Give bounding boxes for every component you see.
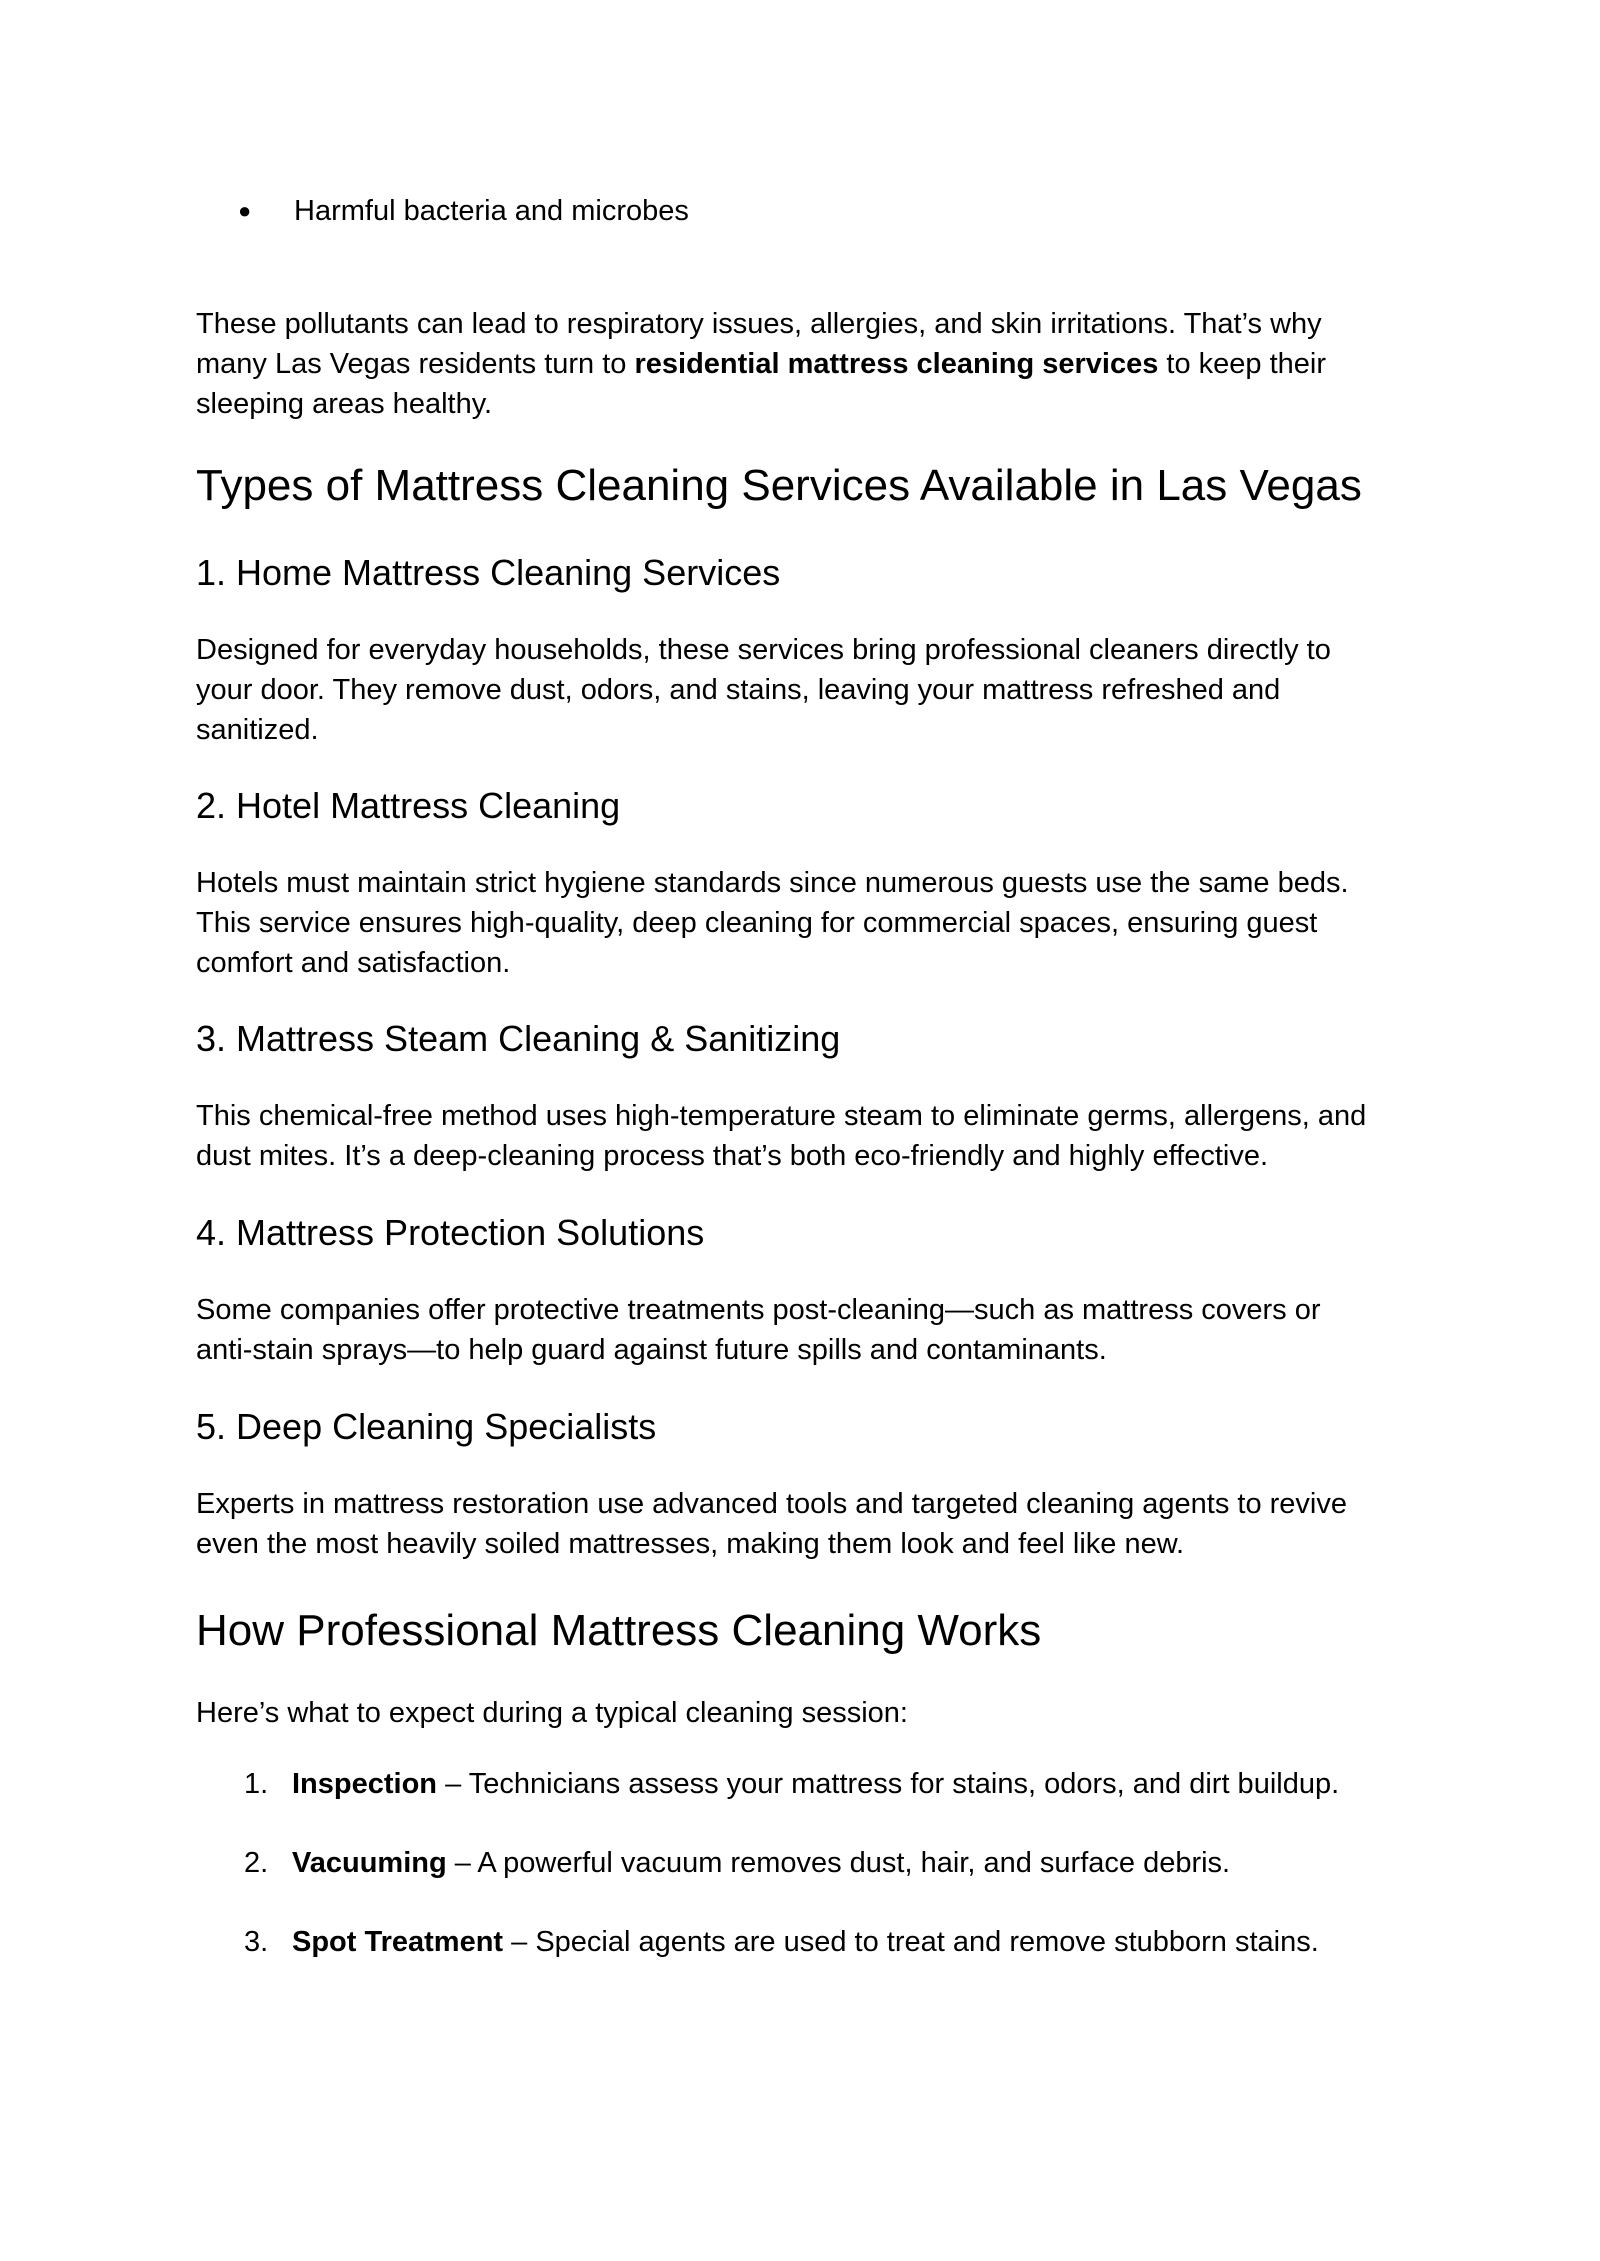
paragraph-line: Here’s what to expect during a typical cleaning session: <box>196 1697 908 1729</box>
paragraph-line: Some companies offer protective treatments post-cleaning—such as mattress covers or <box>196 1294 1321 1326</box>
subheading-deep-cleaning: 5. Deep Cleaning Specialists <box>196 1406 657 1447</box>
paragraph-line: Experts in mattress restoration use advanced tools and targeted cleaning agents to revive <box>196 1488 1347 1520</box>
section2-intro <box>196 1693 1426 1733</box>
section-heading-types: Types of Mattress Cleaning Services Available in Las Vegas <box>196 461 1362 510</box>
intro-line-2-text: many Las Vegas residents turn to <box>196 348 635 380</box>
paragraph-line: comfort and satisfaction. <box>196 947 511 979</box>
list-number: 1. <box>244 1768 269 1800</box>
paragraph-line: anti-stain sprays—to help guard against future spills and contaminants. <box>196 1334 1107 1366</box>
intro-bold-phrase: residential mattress cleaning services <box>634 348 1159 380</box>
intro-line-1: These pollutants can lead to respiratory issues, allergies, and skin irritations. That’s why <box>196 308 1322 340</box>
section-heading-how-it-works: How Professional Mattress Cleaning Works <box>196 1606 1042 1655</box>
paragraph-steam-cleaning <box>196 1096 1426 1176</box>
intro-paragraph <box>196 304 1426 424</box>
step-description: – A powerful vacuum removes dust, hair, and surface debris. <box>446 1847 1231 1879</box>
subheading-protection: 4. Mattress Protection Solutions <box>196 1212 705 1253</box>
paragraph-protection <box>196 1290 1426 1370</box>
paragraph-line: sanitized. <box>196 714 319 746</box>
paragraph-line: dust mites. It’s a deep-cleaning process that’s both eco-friendly and highly effective. <box>196 1140 1269 1172</box>
paragraph-line: Hotels must maintain strict hygiene standards since numerous guests use the same beds. <box>196 867 1349 899</box>
list-number: 3. <box>244 1926 269 1958</box>
intro-line-2-tail: to keep their <box>1158 348 1327 380</box>
list-item-text <box>292 1764 1339 1804</box>
paragraph-home-cleaning <box>196 630 1426 750</box>
paragraph-line: This chemical-free method uses high-temperature steam to eliminate germs, allergens, and <box>196 1100 1367 1132</box>
step-title: Inspection <box>292 1768 438 1800</box>
list-item-text <box>292 1843 1230 1883</box>
intro-line-2 <box>196 344 1426 384</box>
intro-line-3: sleeping areas healthy. <box>196 388 493 420</box>
list-number: 2. <box>244 1847 269 1879</box>
paragraph-line: your door. They remove dust, odors, and stains, leaving your mattress refreshed and <box>196 674 1281 706</box>
paragraph-line: This service ensures high-quality, deep cleaning for commercial spaces, ensuring guest <box>196 907 1318 939</box>
paragraph-line: Designed for everyday households, these services bring professional cleaners directly to <box>196 634 1331 666</box>
step-title: Spot Treatment <box>292 1926 504 1958</box>
subheading-home-cleaning: 1. Home Mattress Cleaning Services <box>196 552 781 593</box>
step-title: Vacuuming <box>292 1847 447 1879</box>
step-description: – Technicians assess your mattress for stains, odors, and dirt buildup. <box>437 1768 1340 1800</box>
list-item-text <box>292 1922 1319 1962</box>
subheading-hotel-cleaning: 2. Hotel Mattress Cleaning <box>196 785 621 826</box>
step-description: – Special agents are used to treat and remove stubborn stains. <box>503 1926 1319 1958</box>
subheading-steam-cleaning: 3. Mattress Steam Cleaning & Sanitizing <box>196 1018 841 1059</box>
paragraph-hotel-cleaning <box>196 863 1426 983</box>
paragraph-line: even the most heavily soiled mattresses, making them look and feel like new. <box>196 1528 1185 1560</box>
bullet-icon: ● <box>238 198 252 223</box>
paragraph-deep-cleaning <box>196 1484 1426 1564</box>
bullet-text: Harmful bacteria and microbes <box>294 195 689 227</box>
